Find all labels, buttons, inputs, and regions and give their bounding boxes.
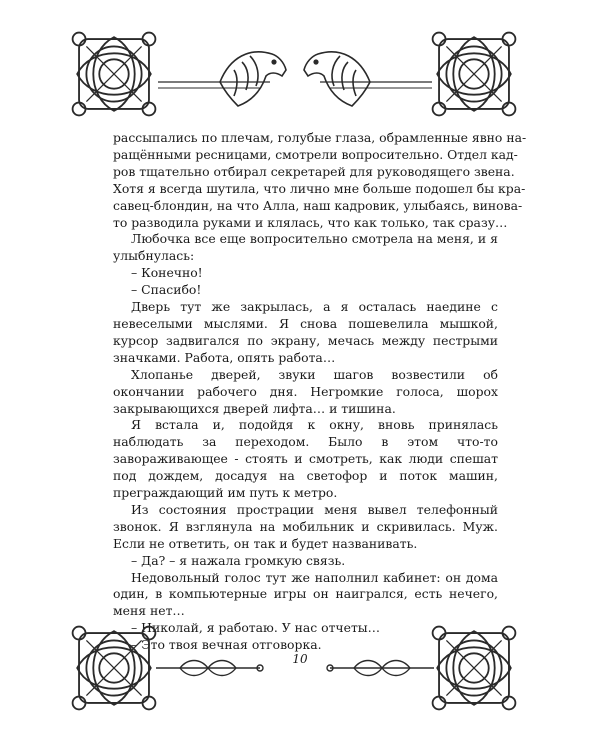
celtic-knot-bottom-left-ornament <box>68 622 160 714</box>
text-line: рассыпались по плечам, голубые глаза, обрамленные явно на- <box>113 130 527 145</box>
paragraph: Недовольный голос тут же наполнил кабинет: он дома один, в компьютерные игры он наигрался, есть нечего, меня нет… <box>113 569 498 619</box>
paragraph: Любочка все еще вопросительно смотрела на меня, и я улыбнулась: <box>113 231 498 264</box>
paragraph: Я встала и, подойдя к окну, вновь принялась наблюдать за переходом. Было в этом что-то завораживающее - стоять и смотреть, как люди спешат под дождем, досадуя на светофор и поток машин, преграждающий им путь к метро. <box>113 417 498 501</box>
text-line: Хотя я всегда шутила, что лично мне больше подошел бы кра- <box>113 180 526 196</box>
dialogue-line: – Николай, я работаю. У нас отчеты… <box>131 620 381 636</box>
paragraph: Дверь тут же закрылась, а я осталась наедине с невеселыми мыслями. Я снова пошевелила мышкой, курсор задвигался по экрану, мечась между пестрыми значками. Работа, опять работа… <box>113 299 498 365</box>
text-line: то разводила руками и клялась, что как только, так сразу… <box>113 214 508 230</box>
celtic-knot-top-left-ornament <box>68 28 160 120</box>
text-line: ращёнными ресницами, смотрели вопросительно. Отдел кад- <box>113 146 518 162</box>
dialogue-line: – Да? – я нажала громкую связь. <box>131 552 346 568</box>
paragraph: Из состояния прострации меня вывел телефонный звонок. Я взглянула на мобильник и скривилась. Муж. Если не ответить, он так и будет названивать. <box>113 501 498 551</box>
page-body-text <box>113 130 527 654</box>
dialogue-line: – Это твоя вечная отговорка. <box>131 637 322 653</box>
page-number: 10 <box>292 652 308 666</box>
dialogue-line: – Спасибо! <box>131 282 202 298</box>
text-line: ров тщательно отбирал секретарей для руководящего звена. <box>113 163 515 179</box>
paragraph: Хлопанье дверей, звуки шагов возвестили об окончании рабочего дня. Негромкие голоса, шорох закрывающихся дверей лифта… и тишина. <box>113 366 498 416</box>
horse-heads-header-ornament <box>150 42 440 122</box>
celtic-knot-bottom-right-ornament <box>428 622 520 714</box>
dialogue-line: – Конечно! <box>131 265 203 281</box>
celtic-knot-top-right-ornament <box>428 28 520 120</box>
text-line: савец-блондин, на что Алла, наш кадровик, улыбаясь, винова- <box>113 197 523 213</box>
